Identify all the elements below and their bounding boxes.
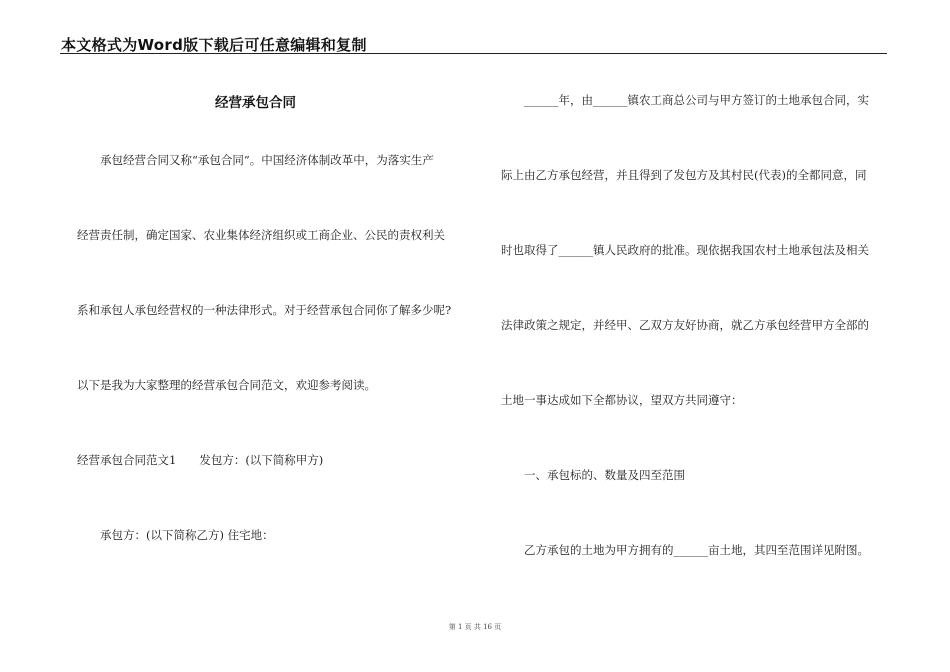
header-divider (60, 53, 887, 54)
left-paragraph-line: 经营责任制，确定国家、农业集体经济组织或工商企业、公民的责权利关 (77, 228, 445, 242)
right-paragraph-line: ______年，由______镇农工商总公司与甲方签订的土地承包合同，实 (524, 93, 869, 107)
right-paragraph-line: 时也取得了______镇人民政府的批准。现依据我国农村土地承包法及相关 (501, 243, 869, 257)
left-paragraph-line: 系和承包人承包经营权的一种法律形式。对于经营承包合同你了解多少呢? (77, 303, 452, 317)
section-heading: 一、承包标的、数量及四至范围 (524, 468, 685, 482)
left-paragraph-line: 以下是我为大家整理的经营承包合同范文，欢迎参考阅读。 (77, 378, 376, 392)
right-paragraph-line: 土地一事达成如下全都协议，望双方共同遵守： (501, 393, 743, 407)
right-paragraph-line: 乙方承包的土地为甲方拥有的______亩土地，其四至范围详见附图。 (524, 543, 869, 557)
left-paragraph-line: 承包方：(以下简称乙方) 住宅地： (100, 528, 274, 542)
left-paragraph-line: 承包经营合同又称“承包合同”。中国经济体制改革中，为落实生产 (100, 153, 434, 167)
left-paragraph-line: 经营承包合同范文1 发包方：(以下简称甲方) (77, 453, 324, 467)
page-number: 第 1 页 共 16 页 (448, 623, 502, 631)
right-paragraph-line: 际上由乙方承包经营，并且得到了发包方及其村民(代表)的全都同意，同 (501, 168, 867, 182)
header-title: 本文格式为Word版下载后可任意编辑和复制 (61, 36, 367, 54)
right-paragraph-line: 法律政策之规定，并经甲、乙双方友好协商，就乙方承包经营甲方全部的 (501, 318, 869, 332)
document-title: 经营承包合同 (215, 95, 296, 111)
